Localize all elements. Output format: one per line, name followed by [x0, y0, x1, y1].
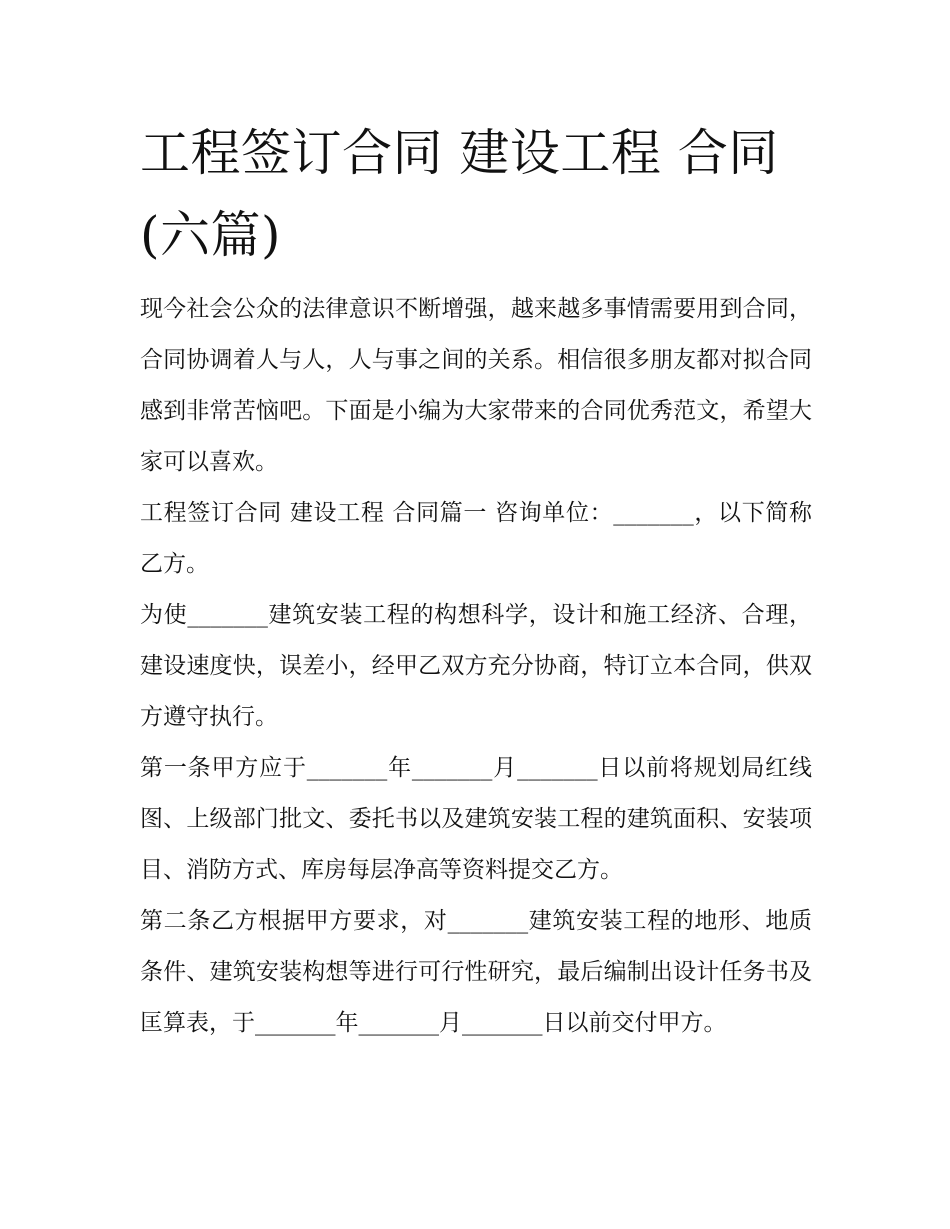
document-page	[140, 112, 812, 1049]
purpose-paragraph: 为使_______建筑安装工程的构想科学，设计和施工经济、合理，建设速度快，误差小，经甲乙双方充分协商，特订立本合同，供双方遵守执行。	[140, 602, 812, 730]
document-title: 工程签订合同 建设工程 合同(六篇)	[140, 124, 779, 264]
contract-heading-paragraph: 工程签订合同 建设工程 合同篇一 咨询单位：_______，以下简称乙方。	[140, 500, 812, 577]
article-two-paragraph: 第二条乙方根据甲方要求，对_______建筑安装工程的地形、地质条件、建筑安装构想等进行可行性研究，最后编制出设计任务书及匡算表，于_______年_______月_______日以前交付甲方。	[140, 908, 812, 1036]
intro-paragraph: 现今社会公众的法律意识不断增强，越来越多事情需要用到合同，合同协调着人与人，人与事之间的关系。相信很多朋友都对拟合同感到非常苦恼吧。下面是小编为大家带来的合同优秀范文，希望大家可以喜欢。	[140, 296, 812, 475]
article-one-paragraph: 第一条甲方应于_______年_______月_______日以前将规划局红线图、上级部门批文、委托书以及建筑安装工程的建筑面积、安装项目、消防方式、库房每层净高等资料提交乙方。	[140, 755, 812, 883]
